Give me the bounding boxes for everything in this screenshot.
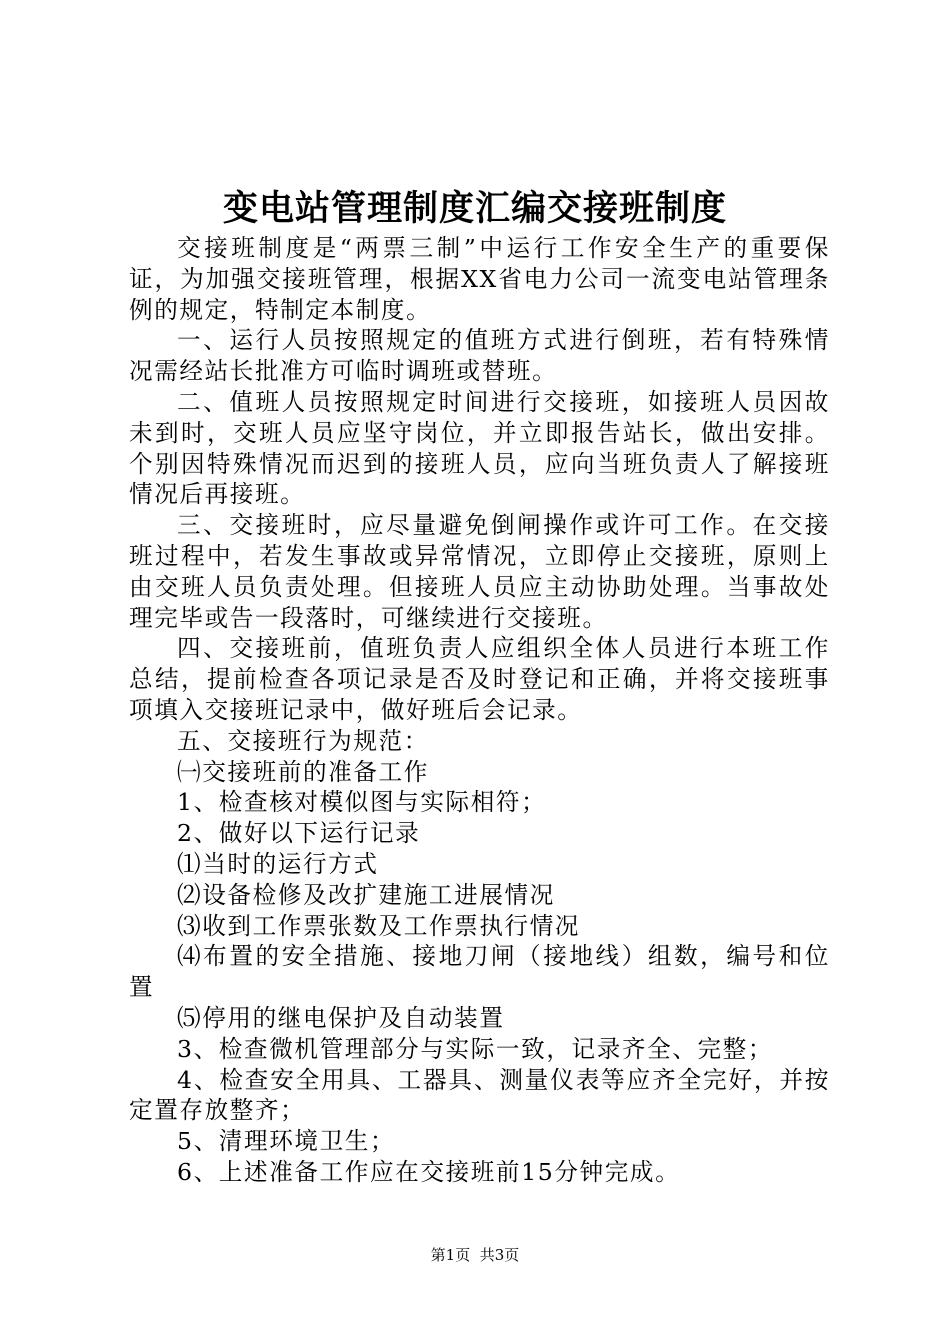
intro-paragraph: 交接班制度是“两票三制”中运行工作安全生产的重要保证，为加强交接班管理，根据XX省电力公司一流变电站管理条例的规定，特制定本制度。 — [129, 234, 830, 324]
rule-1-paragraph: 一、运行人员按照规定的值班方式进行倒班，若有特殊情况需经站长批准方可临时调班或替班。 — [129, 326, 830, 386]
list-item: 6、上述准备工作应在交接班前15分钟完成。 — [177, 1157, 681, 1186]
rule-4-paragraph: 四、交接班前，值班负责人应组织全体人员进行本班工作总结，提前检查各项记录是否及时登记和正确，并将交接班事项填入交接班记录中，做好班后会记录。 — [129, 634, 830, 724]
page-total: 共3页 — [479, 1246, 520, 1264]
list-item: 1、检查核对模似图与实际相符； — [177, 788, 547, 817]
rule-5-heading: 五、交接班行为规范： — [177, 726, 429, 755]
list-item: 3、检查微机管理部分与实际一致，记录齐全、完整； — [177, 1034, 774, 1063]
list-item: ⑵设备检修及改扩建施工进展情况 — [177, 880, 555, 909]
document-body — [129, 233, 830, 1188]
rule-3-paragraph: 三、交接班时，应尽量避免倒闸操作或许可工作。在交接班过程中，若发生事故或异常情况，立即停止交接班，原则上由交班人员负责处理。但接班人员应主动协助处理。当事故处理完毕或告一段落时，可继续进行交接班。 — [129, 511, 830, 632]
rule-2-paragraph: 二、值班人员按照规定时间进行交接班，如接班人员因故未到时，交班人员应坚守岗位，并立即报告站长，做出安排。个别因特殊情况而迟到的接班人员，应向当班负责人了解接班情况后再接班。 — [129, 387, 830, 509]
list-item: 2、做好以下运行记录 — [177, 819, 421, 848]
list-item: ⑴当时的运行方式 — [177, 849, 379, 878]
list-item: 4、检查安全用具、工器具、测量仪表等应齐全完好，并按定置存放整齐； — [129, 1065, 830, 1125]
document-title: 变电站管理制度汇编交接班制度 — [222, 188, 727, 229]
list-item: ⑷布置的安全措施、接地刀闸（接地线）组数，编号和位置 — [129, 942, 830, 1002]
list-item: ⑶收到工作票张数及工作票执行情况 — [177, 911, 581, 940]
page-number: 第1页 — [430, 1246, 471, 1264]
list-item: ⑸停用的继电保护及自动装置 — [177, 1003, 505, 1032]
footer-spacer — [470, 1246, 480, 1264]
page-footer — [0, 1243, 950, 1267]
list-item: 5、清理环境卫生； — [177, 1127, 396, 1156]
section-1-heading: ㈠交接班前的准备工作 — [177, 757, 429, 786]
